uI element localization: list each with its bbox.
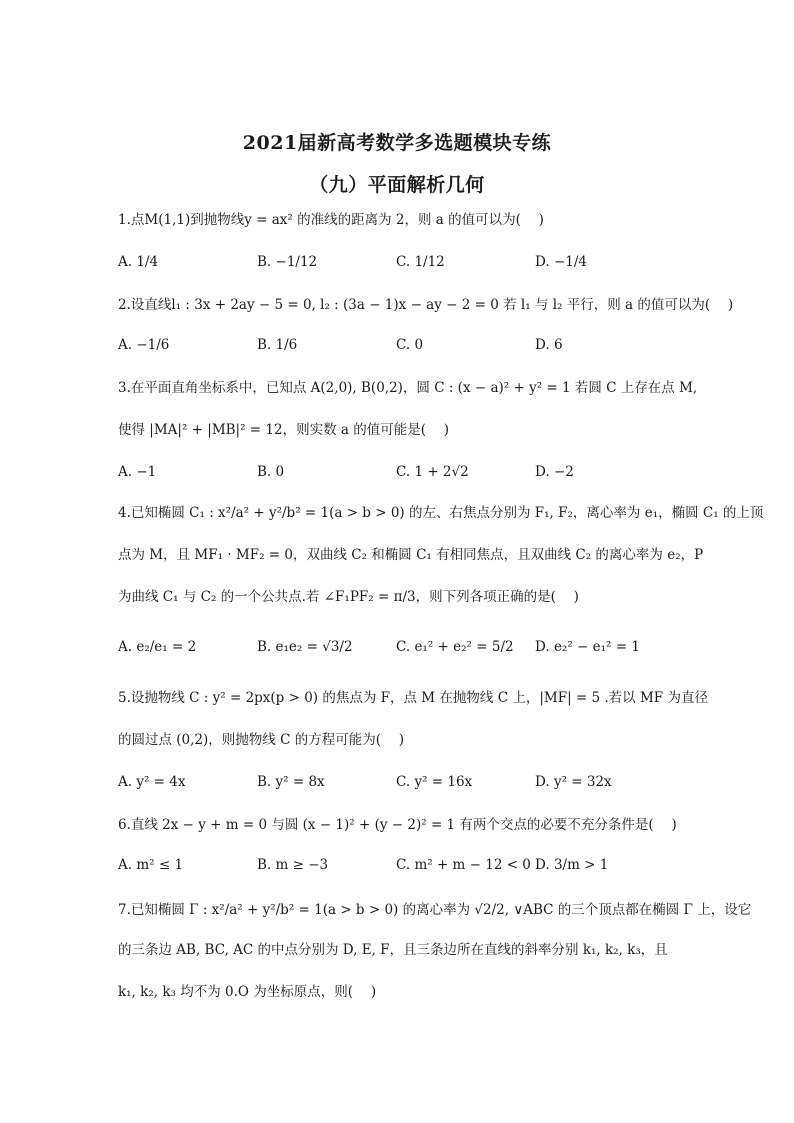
option-label: D. <box>535 337 550 353</box>
option-text: y² = 16x <box>414 774 473 790</box>
option-text: 1/12 <box>414 254 445 270</box>
option-label: A. <box>118 639 133 655</box>
option-label: A. <box>118 254 133 270</box>
option-text: 0 <box>275 464 285 480</box>
option-text: 6 <box>553 337 563 353</box>
question-6-option-c <box>396 855 531 875</box>
option-label: A. <box>118 464 133 480</box>
option-label: B. <box>257 464 272 480</box>
question-5-option-b <box>257 772 325 792</box>
question-6-option-d <box>535 855 608 875</box>
option-text: −2 <box>553 464 574 480</box>
option-text: e₁² + e₂² = 5/2 <box>414 639 514 655</box>
option-text: m ≥ −3 <box>275 857 329 873</box>
option-text: −1/12 <box>275 254 318 270</box>
option-label: A. <box>118 774 133 790</box>
option-text: 1 + 2√2 <box>414 464 469 480</box>
question-4-option-c <box>396 637 514 657</box>
question-3-option-b <box>257 462 284 482</box>
option-text: e₁e₂ = √3/2 <box>275 639 353 655</box>
option-label: B. <box>257 254 272 270</box>
question-2-option-c <box>396 335 423 355</box>
question-3-stem-line-2: 使得 |MA|² + |MB|² = 12，则实数 a 的值可能是( ) <box>118 422 450 438</box>
option-text: y² = 32x <box>553 774 612 790</box>
option-text: m² + m − 12 < 0 <box>414 857 531 873</box>
option-label: B. <box>257 639 272 655</box>
question-3-stem-line-1: 3.在平面直角坐标系中，已知点 A(2,0), B(0,2)，圆 C : (x − a)² + y² = 1 若圆 C 上存在点 M, <box>118 380 698 396</box>
option-label: D. <box>535 857 550 873</box>
question-5-stem-line-2: 的圆过点 (0,2)，则抛物线 C 的方程可能为( ) <box>118 732 405 748</box>
option-text: y² = 8x <box>275 774 325 790</box>
option-text: −1/4 <box>553 254 587 270</box>
option-text: −1/6 <box>136 337 170 353</box>
option-label: A. <box>118 857 133 873</box>
question-5-option-a <box>118 772 185 792</box>
question-7-stem-line-2: 的三条边 AB, BC, AC 的中点分别为 D, E, F，且三条边所在直线的斜率分别 k₁, k₂, k₃，且 <box>118 942 668 958</box>
question-6-option-b <box>257 855 328 875</box>
option-label: A. <box>118 337 133 353</box>
option-label: C. <box>396 464 411 480</box>
option-label: B. <box>257 857 272 873</box>
document-title: 2021届新高考数学多选题模块专练 <box>242 132 552 154</box>
question-3-option-a <box>118 462 156 482</box>
option-text: e₂/e₁ = 2 <box>136 639 197 655</box>
question-4-stem-line-3: 为曲线 C₁ 与 C₂ 的一个公共点.若 ∠F₁PF₂ = π/3，则下列各项正确的是( ) <box>118 589 579 605</box>
question-5-stem-line-1: 5.设抛物线 C : y² = 2px(p > 0) 的焦点为 F，点 M 在抛物线 C 上，|MF| = 5 .若以 MF 为直径 <box>118 690 708 706</box>
question-6-stem: 6.直线 2x − y + m = 0 与圆 (x − 1)² + (y − 2)² = 1 有两个交点的必要不充分条件是( ) <box>118 817 677 833</box>
question-1-option-b <box>257 252 317 272</box>
option-text: −1 <box>136 464 157 480</box>
question-2-option-a <box>118 335 169 355</box>
option-label: C. <box>396 639 411 655</box>
document-subtitle: （九）平面解析几何 <box>309 174 485 196</box>
option-label: D. <box>535 774 550 790</box>
question-3-option-c <box>396 462 469 482</box>
question-3-option-d <box>535 462 574 482</box>
question-2-option-b <box>257 335 297 355</box>
question-4-option-a <box>118 637 196 657</box>
question-7-stem-line-1: 7.已知椭圆 Γ : x²/a² + y²/b² = 1(a > b > 0) 的离心率为 √2/2, ∨ABC 的三个顶点都在椭圆 Γ 上，设它 <box>118 902 752 918</box>
option-label: C. <box>396 254 411 270</box>
question-1-option-c <box>396 252 445 272</box>
question-6-option-a <box>118 855 183 875</box>
question-7-stem-line-3: k₁, k₂, k₃ 均不为 0.O 为坐标原点，则( ) <box>118 984 377 1000</box>
question-5-option-c <box>396 772 472 792</box>
question-5-option-d <box>535 772 612 792</box>
option-label: B. <box>257 337 272 353</box>
option-label: D. <box>535 254 550 270</box>
option-text: y² = 4x <box>136 774 186 790</box>
question-1-stem: 1.点M(1,1)到抛物线y = ax² 的准线的距离为 2，则 a 的值可以为( ) <box>118 212 544 228</box>
question-4-stem-line-1: 4.已知椭圆 C₁ : x²/a² + y²/b² = 1(a > b > 0) 的左、右焦点分别为 F₁, F₂，离心率为 e₁，椭圆 C₁ 的上顶 <box>118 505 764 521</box>
question-4-option-d <box>535 637 640 657</box>
option-label: B. <box>257 774 272 790</box>
option-label: C. <box>396 774 411 790</box>
question-4-stem-line-2: 点为 M，且 MF₁ · MF₂ = 0，双曲线 C₂ 和椭圆 C₁ 有相同焦点，且双曲线 C₂ 的离心率为 e₂，P <box>118 547 704 563</box>
question-2-stem: 2.设直线l₁ : 3x + 2ay − 5 = 0, l₂ : (3a − 1)x − ay − 2 = 0 若 l₁ 与 l₂ 平行，则 a 的值可以为( ) <box>118 297 734 313</box>
option-label: D. <box>535 639 550 655</box>
option-label: C. <box>396 337 411 353</box>
option-text: 1/4 <box>136 254 159 270</box>
question-1-option-a <box>118 252 158 272</box>
option-text: e₂² − e₁² = 1 <box>553 639 640 655</box>
option-label: D. <box>535 464 550 480</box>
option-label: C. <box>396 857 411 873</box>
option-text: m² ≤ 1 <box>136 857 184 873</box>
question-1-option-d <box>535 252 587 272</box>
question-4-option-b <box>257 637 353 657</box>
option-text: 1/6 <box>275 337 298 353</box>
option-text: 0 <box>414 337 424 353</box>
question-2-option-d <box>535 335 563 355</box>
option-text: 3/m > 1 <box>553 857 609 873</box>
